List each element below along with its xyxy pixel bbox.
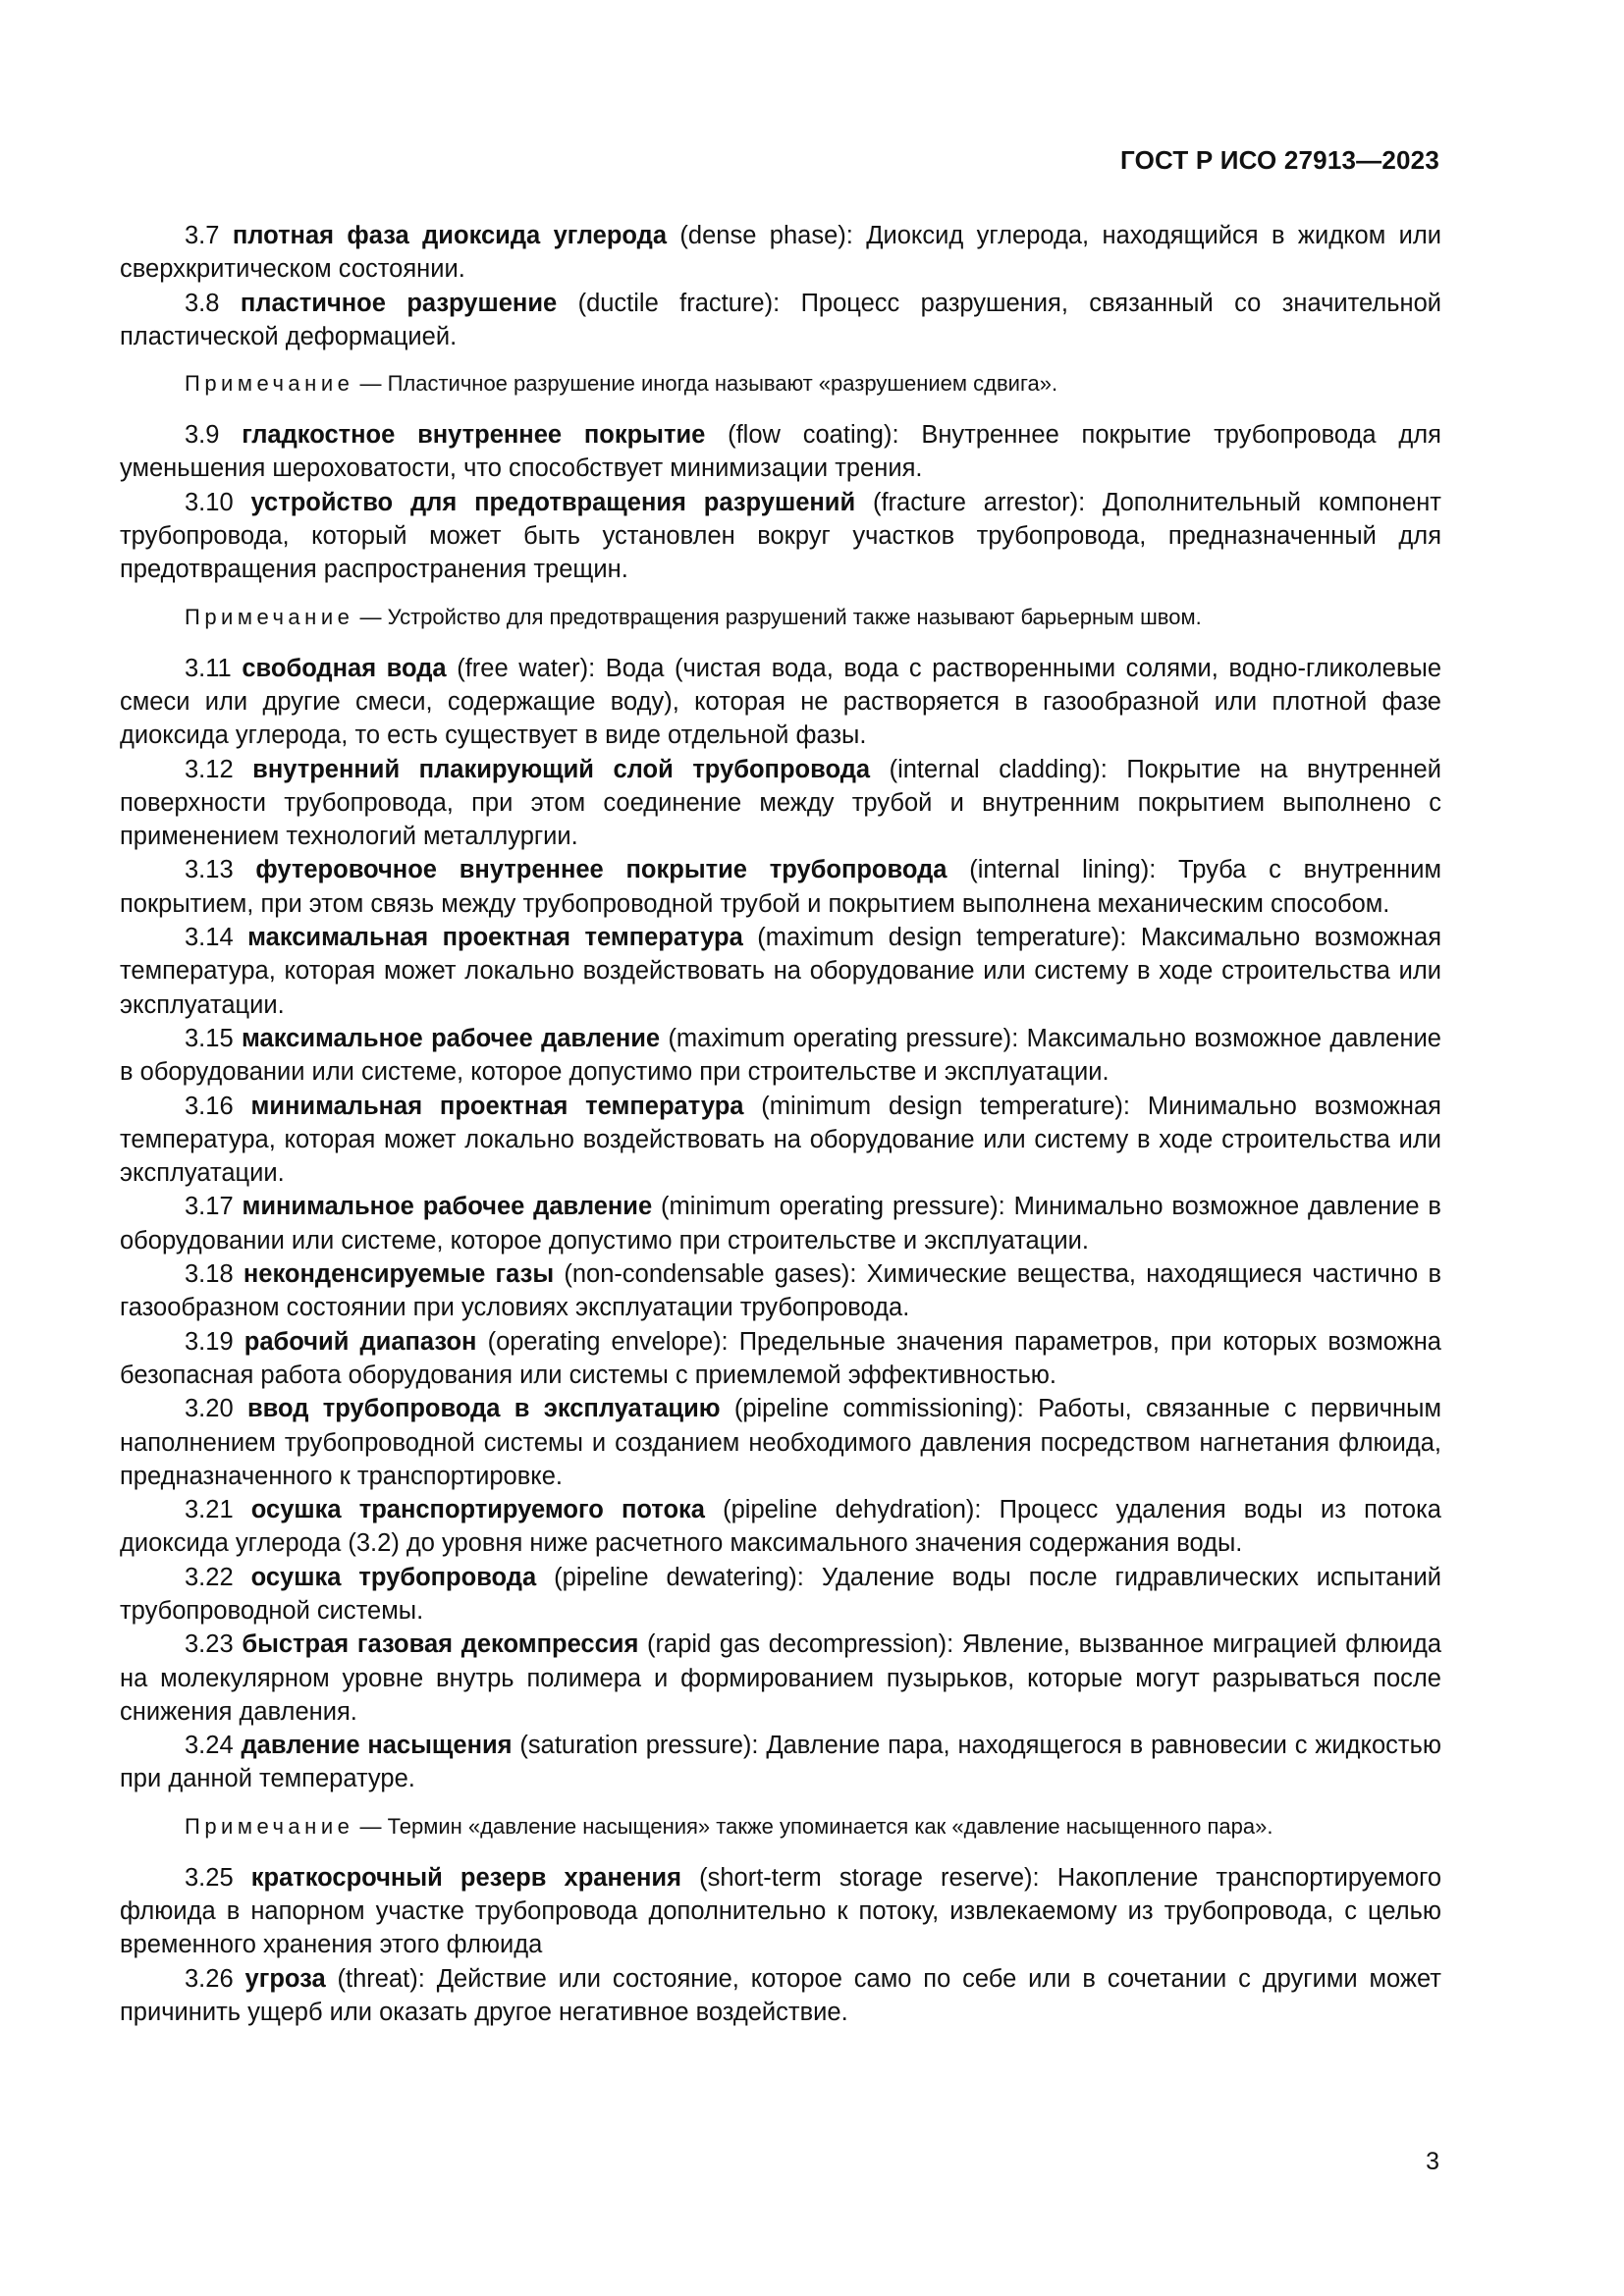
term-number: 3.9 bbox=[185, 421, 220, 450]
term-entry bbox=[120, 652, 1441, 753]
term-english: (fracture arrestor) bbox=[872, 488, 1079, 516]
term-title: давление насыщения bbox=[241, 1732, 513, 1760]
term-number: 3.7 bbox=[185, 222, 220, 249]
term-title: угроза bbox=[244, 1964, 326, 1993]
term-title: минимальное рабочее давление bbox=[242, 1193, 653, 1221]
note-text: — Устройство для предотвращения разрушений также называют барьерным швом. bbox=[359, 604, 1202, 629]
term-definition: : Труба с внутренним покрытием, при этом связь между трубопроводной трубой и покрытием выполнена механическим способом. bbox=[120, 856, 1441, 918]
term-title: неконденсируемые газы bbox=[243, 1260, 555, 1289]
term-title: внутренний плакирующий слой трубопровода bbox=[252, 755, 871, 783]
term-definition: : Предельные значения параметров, при которых возможна безопасная работа оборудования или системы с приемлемой эффективностью. bbox=[120, 1327, 1441, 1389]
term-definition: : Удаление воды после гидравлических испытаний трубопроводной системы. bbox=[120, 1563, 1441, 1625]
term-entry bbox=[120, 1257, 1441, 1325]
term-title: максимальное рабочее давление bbox=[242, 1024, 661, 1052]
term-english: (rapid gas decompression) bbox=[647, 1630, 947, 1659]
term-entry bbox=[120, 1022, 1441, 1090]
term-number: 3.19 bbox=[185, 1327, 234, 1356]
term-definition: : Покрытие на внутренней поверхности трубопровода, при этом соединение между трубой и внутренним покрытием выполнено с применением технологий металлургии. bbox=[120, 755, 1441, 851]
term-definition: : Работы, связанные с первичным наполнением трубопроводной системы и созданием необходимого давления посредством нагнетания флюида, предназначенного к транспортировке. bbox=[120, 1395, 1441, 1490]
note-text: — Пластичное разрушение иногда называют «разрушением сдвига». bbox=[359, 371, 1058, 397]
term-definition: : Дополнительный компонент трубопровода, который может быть установлен вокруг участков трубопровода, предназначенный для предотвращения распространения трещин. bbox=[120, 488, 1441, 584]
note-label: Примечание bbox=[185, 371, 354, 397]
term-entry bbox=[120, 1628, 1441, 1729]
note bbox=[120, 603, 1441, 632]
term-title: плотная фаза диоксида углерода bbox=[232, 222, 668, 249]
note-label: Примечание bbox=[185, 1813, 354, 1839]
term-entry bbox=[120, 853, 1441, 921]
term-english: (ductile fracture) bbox=[577, 289, 774, 317]
term-number: 3.11 bbox=[185, 654, 232, 682]
term-entry bbox=[120, 1190, 1441, 1257]
term-number: 3.8 bbox=[185, 289, 220, 317]
term-number: 3.21 bbox=[185, 1496, 234, 1524]
note-text: — Термин «давление насыщения» также упоминается как «давление насыщенного пара». bbox=[359, 1813, 1273, 1839]
term-english: (free water) bbox=[457, 654, 589, 682]
term-entry bbox=[120, 1493, 1441, 1561]
term-number: 3.26 bbox=[185, 1964, 234, 1993]
term-number: 3.16 bbox=[185, 1092, 234, 1120]
term-english: (non-condensable gases) bbox=[564, 1260, 850, 1289]
term-entry bbox=[120, 219, 1441, 287]
term-number: 3.18 bbox=[185, 1260, 234, 1289]
note bbox=[120, 1812, 1441, 1842]
term-definition: : Максимально возможное давление в оборудовании или системе, которое допустимо при строительстве и эксплуатации. bbox=[120, 1024, 1441, 1087]
term-title: рабочий диапазон bbox=[244, 1327, 477, 1356]
note bbox=[120, 369, 1441, 399]
terms-section bbox=[120, 219, 1441, 2029]
term-english: (pipeline dehydration) bbox=[723, 1496, 975, 1524]
term-english: (saturation pressure) bbox=[519, 1732, 752, 1760]
term-entry bbox=[120, 418, 1441, 486]
term-title: осушка транспортируемого потока bbox=[250, 1496, 705, 1524]
term-definition: : Процесс разрушения, связанный со значительной пластической деформацией. bbox=[120, 289, 1442, 350]
page-number: 3 bbox=[1426, 2148, 1439, 2175]
term-english: (maximum design temperature) bbox=[757, 924, 1120, 952]
term-number: 3.25 bbox=[185, 1863, 234, 1892]
term-number: 3.24 bbox=[185, 1732, 234, 1760]
term-entry bbox=[120, 486, 1441, 587]
term-title: максимальная проектная температура bbox=[247, 924, 743, 952]
term-entry bbox=[120, 1392, 1441, 1493]
term-title: минимальная проектная температура bbox=[250, 1092, 744, 1120]
term-title: гладкостное внутреннее покрытие bbox=[242, 421, 706, 450]
term-english: (flow coating) bbox=[728, 421, 893, 450]
term-definition: : Химические вещества, находящиеся частично в газообразном состоянии при условиях эксплуатации трубопровода. bbox=[120, 1260, 1442, 1322]
term-number: 3.23 bbox=[185, 1630, 234, 1659]
term-english: (short-term storage reserve) bbox=[699, 1863, 1033, 1892]
term-title: пластичное разрушение bbox=[240, 289, 558, 317]
term-english: (maximum operating pressure) bbox=[668, 1024, 1012, 1052]
term-definition: : Накопление транспортируемого флюида в напорном участке трубопровода дополнительно к потоку, извлекаемому из трубопровода, с целью временного хранения этого флюида bbox=[120, 1863, 1442, 1959]
term-english: (pipeline commissioning) bbox=[733, 1395, 1017, 1423]
term-entry bbox=[120, 921, 1441, 1022]
note-label: Примечание bbox=[185, 604, 354, 629]
term-english: (operating envelope) bbox=[487, 1327, 722, 1356]
term-definition: : Действие или состояние, которое само по себе или в сочетании с другими может причинить ущерб или оказать другое негативное воздействие. bbox=[120, 1964, 1441, 2026]
term-number: 3.15 bbox=[185, 1024, 234, 1052]
term-definition: : Внутреннее покрытие трубопровода для уменьшения шероховатости, что способствует минимизации трения. bbox=[120, 421, 1441, 483]
term-title: краткосрочный резерв хранения bbox=[250, 1863, 681, 1892]
document-header: ГОСТ Р ИСО 27913—2023 bbox=[1119, 145, 1439, 175]
term-definition: : Давление пара, находящегося в равновесии с жидкостью при данной температуре. bbox=[120, 1732, 1442, 1793]
term-number: 3.20 bbox=[185, 1395, 234, 1423]
term-title: устройство для предотвращения разрушений bbox=[250, 488, 856, 516]
term-definition: : Явление, вызванное миграцией флюида на молекулярном уровне внутрь полимера и формированием пузырьков, которые могут разрываться после снижения давления. bbox=[120, 1630, 1442, 1726]
term-english: (internal lining) bbox=[969, 856, 1150, 884]
term-english: (internal cladding) bbox=[889, 755, 1101, 783]
term-definition: : Максимально возможная температура, которая может локально воздействовать на оборудование или систему в ходе строительства или эксплуатации. bbox=[120, 924, 1442, 1019]
term-number: 3.22 bbox=[185, 1563, 234, 1591]
term-english: (pipeline dewatering) bbox=[554, 1563, 797, 1591]
term-entry bbox=[120, 1729, 1441, 1796]
term-title: быстрая газовая декомпрессия bbox=[242, 1630, 639, 1659]
term-definition: : Процесс удаления воды из потока диоксида углерода (3.2) до уровня ниже расчетного максимального значения содержания воды. bbox=[120, 1496, 1441, 1558]
term-entry bbox=[120, 1561, 1441, 1629]
term-number: 3.14 bbox=[185, 924, 234, 952]
term-number: 3.17 bbox=[185, 1193, 234, 1221]
term-english: (minimum design temperature) bbox=[761, 1092, 1123, 1120]
term-title: футеровочное внутреннее покрытие трубопровода bbox=[255, 856, 947, 884]
term-number: 3.10 bbox=[185, 488, 234, 516]
term-entry bbox=[120, 1861, 1441, 1962]
term-number: 3.13 bbox=[185, 856, 234, 884]
term-english: (dense phase) bbox=[679, 222, 846, 249]
term-title: ввод трубопровода в эксплуатацию bbox=[246, 1395, 721, 1423]
term-english: (threat) bbox=[337, 1964, 418, 1993]
term-definition: : Минимально возможная температура, которая может локально воздействовать на оборудование или систему в ходе строительства или эксплуатации. bbox=[120, 1092, 1441, 1188]
term-definition: : Минимально возможное давление в оборудовании или системе, которое допустимо при строительстве и эксплуатации. bbox=[120, 1193, 1441, 1255]
term-entry bbox=[120, 753, 1441, 854]
term-definition: : Вода (чистая вода, вода с растворенными солями, водно-гликолевые смеси или другие смеси, содержащие воду), которая не растворяется в газообразной или плотной фазе диоксида углерода, то есть существует в виде отдельной фазы. bbox=[120, 654, 1442, 750]
term-entry bbox=[120, 287, 1441, 354]
term-title: свободная вода bbox=[242, 654, 447, 682]
term-entry bbox=[120, 1325, 1441, 1393]
term-number: 3.12 bbox=[185, 755, 234, 783]
term-title: осушка трубопровода bbox=[250, 1563, 537, 1591]
term-entry bbox=[120, 1962, 1441, 2030]
term-definition: : Диоксид углерода, находящийся в жидком или сверхкритическом состоянии. bbox=[120, 222, 1442, 284]
term-english: (minimum operating pressure) bbox=[661, 1193, 999, 1221]
term-entry bbox=[120, 1090, 1441, 1191]
